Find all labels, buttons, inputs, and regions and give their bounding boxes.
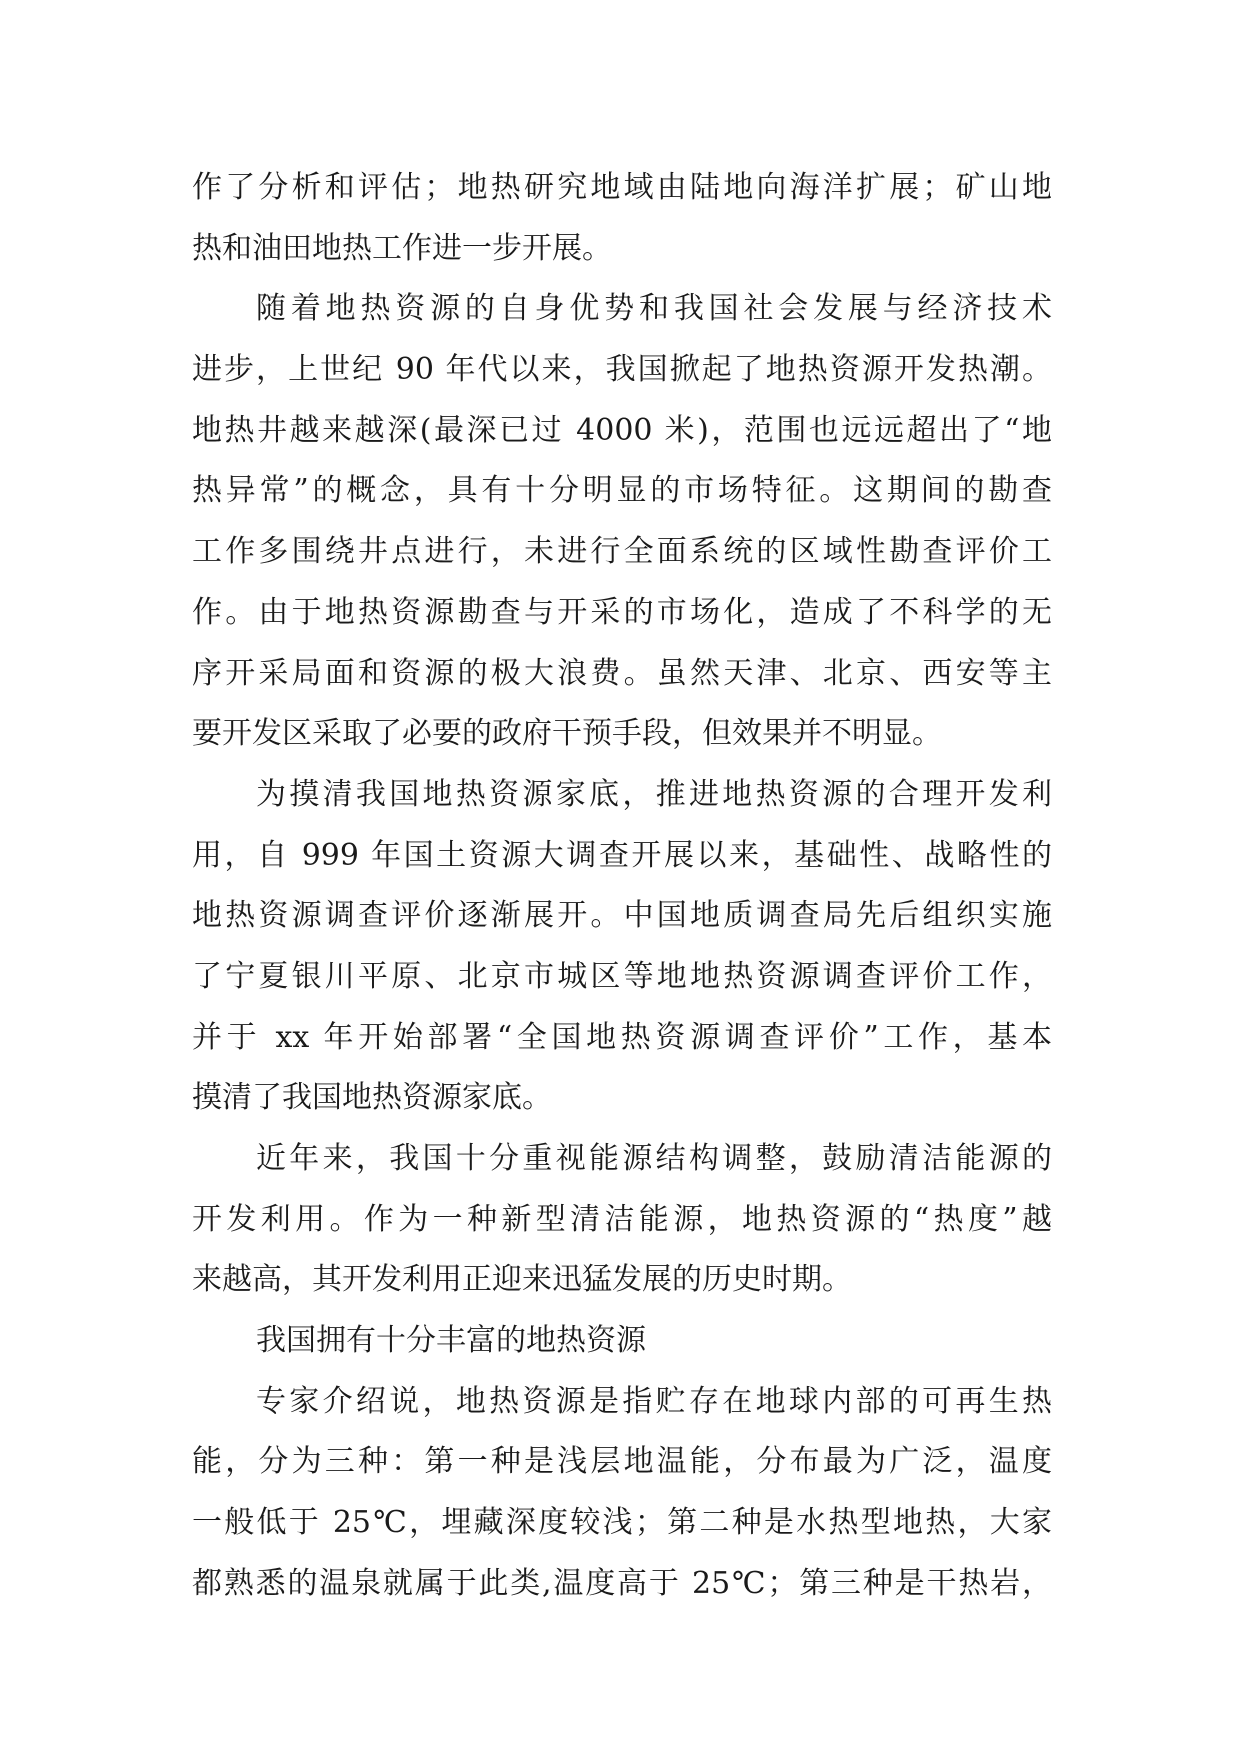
text-line: 地热井越来越深(最深已过 4000 米)，范围也远远超出了“地	[192, 412, 1052, 448]
text-line: 序开采局面和资源的极大浪费。虽然天津、北京、西安等主	[192, 655, 1052, 691]
paragraph-first-line: 随着地热资源的自身优势和我国社会发展与经济技术	[256, 291, 1052, 327]
text-line: 了宁夏银川平原、北京市城区等地地热资源调查评价工作，	[192, 958, 1052, 994]
text-line: 都熟悉的温泉就属于此类,温度高于 25℃；第三种是干热岩，	[192, 1565, 1052, 1601]
text-line: 地热资源调查评价逐渐展开。中国地质调查局先后组织实施	[192, 898, 1052, 934]
text-line: 一般低于 25℃，埋藏深度较浅；第二种是水热型地热，大家	[192, 1505, 1052, 1541]
text-line: 摸清了我国地热资源家底。	[192, 1080, 552, 1116]
document-body	[192, 158, 1052, 1615]
text-line: 热异常”的概念，具有十分明显的市场特征。这期间的勘查	[192, 473, 1052, 509]
text-line: 进步，上世纪 90 年代以来，我国掀起了地热资源开发热潮。	[192, 352, 1052, 388]
text-line: 开发利用。作为一种新型清洁能源，地热资源的“热度”越	[192, 1201, 1052, 1237]
paragraph-first-line: 近年来，我国十分重视能源结构调整，鼓励清洁能源的	[256, 1141, 1052, 1176]
text-line: 要开发区采取了必要的政府干预手段，但效果并不明显。	[192, 716, 942, 752]
paragraph-first-line: 为摸清我国地热资源家底，推进地热资源的合理开发利	[256, 776, 1052, 812]
text-line: 能，分为三种：第一种是浅层地温能，分布最为广泛，温度	[192, 1444, 1052, 1480]
text-line: 来越高，其开发利用正迎来迅猛发展的历史时期。	[192, 1262, 852, 1298]
text-line: 作了分析和评估；地热研究地域由陆地向海洋扩展；矿山地	[192, 170, 1052, 205]
text-line: 热和油田地热工作进一步开展。	[192, 230, 612, 266]
section-heading: 我国拥有十分丰富的地热资源	[256, 1323, 646, 1359]
text-line: 并于 xx 年开始部署“全国地热资源调查评价”工作，基本	[192, 1019, 1052, 1055]
text-line: 工作多围绕井点进行，未进行全面系统的区域性勘查评价工	[192, 534, 1052, 570]
text-line: 作。由于地热资源勘查与开采的市场化，造成了不科学的无	[192, 594, 1052, 630]
paragraph-first-line: 专家介绍说，地热资源是指贮存在地球内部的可再生热	[256, 1383, 1052, 1419]
text-line: 用，自 999 年国土资源大调查开展以来，基础性、战略性的	[192, 837, 1052, 873]
